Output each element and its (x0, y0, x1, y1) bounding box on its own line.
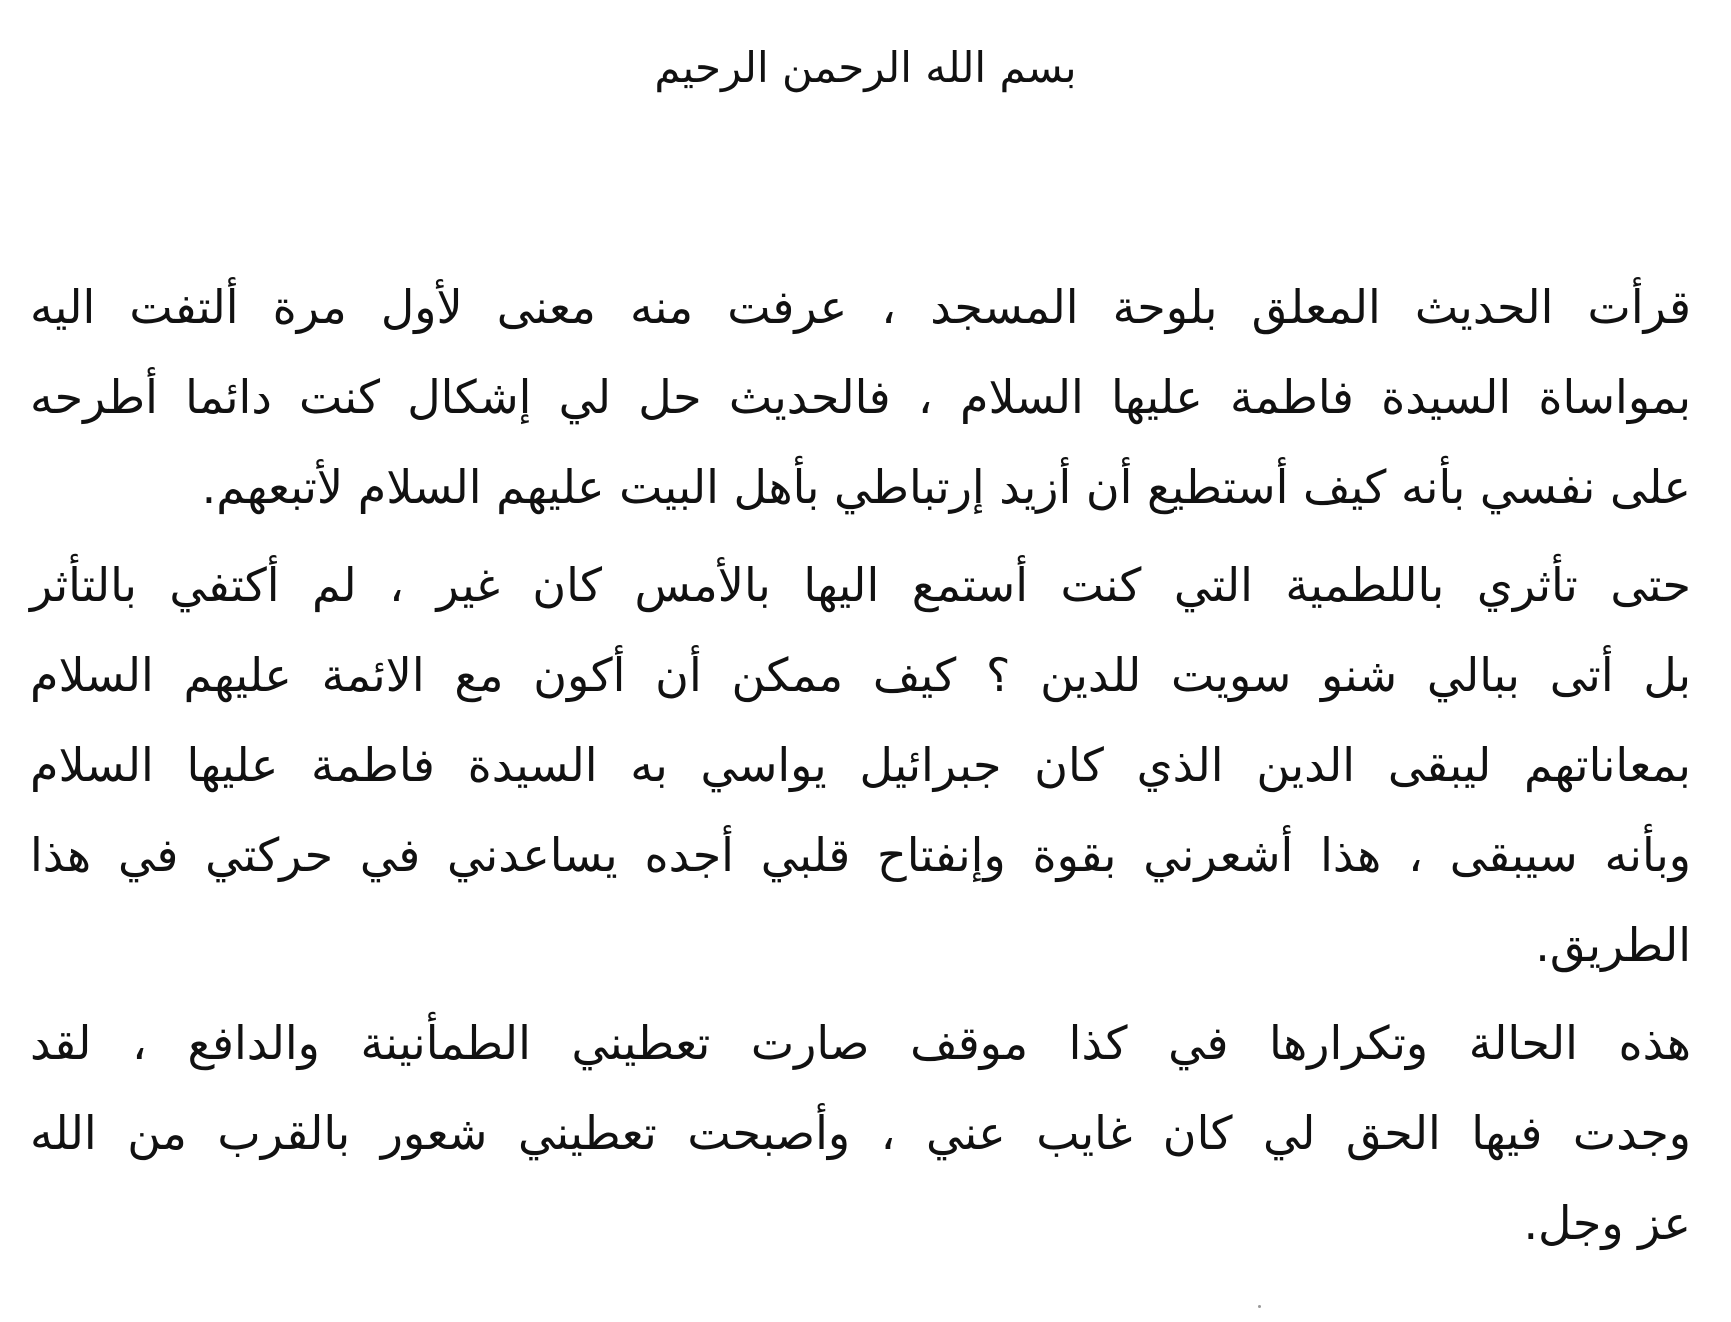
text-line: قرأت الحديث المعلق بلوحة المسجد ، عرفت منه معنى لأول مرة ألتفت اليه (30, 280, 1691, 334)
text-line: حتى تأثري باللطمية التي كنت أستمع اليها بالأمس كان غير ، لم أكتفي بالتأثر (30, 558, 1691, 612)
text-line: وجدت فيها الحق لي كان غايب عني ، وأصبحت تعطيني شعور بالقرب من الله (30, 1106, 1691, 1160)
scan-speck (1258, 1305, 1261, 1308)
text-line: هذه الحالة وتكرارها في كذا موقف صارت تعطيني الطمأنينة والدافع ، لقد (30, 1016, 1691, 1070)
text-line: الطريق. (1535, 918, 1691, 972)
text-line: بل أتى ببالي شنو سويت للدين ؟ كيف ممكن أن أكون مع الائمة عليهم السلام (30, 648, 1691, 702)
paragraph-2 (30, 540, 1691, 990)
paragraph-gap (30, 990, 1691, 998)
paragraph-gap (30, 532, 1691, 540)
text-line: بمعاناتهم ليبقى الدين الذي كان جبرائيل يواسي به السيدة فاطمة عليها السلام (30, 738, 1691, 792)
basmala-heading: بسم الله الرحمن الرحيم (654, 43, 1077, 92)
text-line: على نفسي بأنه كيف أستطيع أن أزيد إرتباطي بأهل البيت عليهم السلام لأتبعهم. (201, 460, 1691, 514)
paragraph-3 (30, 998, 1691, 1268)
text-line: عز وجل. (1523, 1196, 1691, 1250)
text-line: بمواساة السيدة فاطمة عليها السلام ، فالحديث حل لي إشكال كنت دائما أطرحه (30, 370, 1691, 424)
document-body (30, 262, 1691, 1268)
text-line: وبأنه سيبقى ، هذا أشعرني بقوة وإنفتاح قلبي أجده يساعدني في حركتي في هذا (30, 828, 1691, 882)
paragraph-1 (30, 262, 1691, 532)
